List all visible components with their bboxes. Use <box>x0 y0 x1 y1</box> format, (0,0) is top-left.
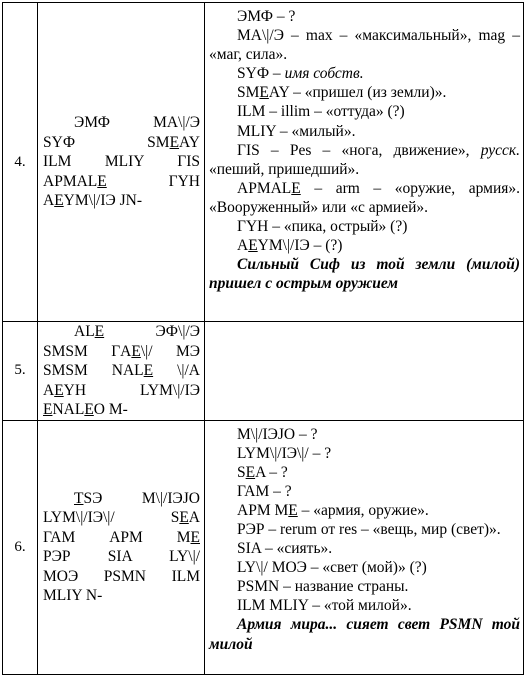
inscription-line: ENALEO M- <box>43 401 128 418</box>
row-number: 6. <box>3 420 38 674</box>
table-row <box>3 3 524 322</box>
commentary-entry: ГАМ – ? <box>237 482 292 500</box>
commentary-entry: SYФ – имя собств. <box>237 65 364 83</box>
inscription-line: TSЭ M\|/IЭJO <box>74 489 200 507</box>
inscription-line: AEYH LYM\|/IЭ <box>43 381 200 399</box>
commentary-entry: ЭМФ – ? <box>237 8 296 25</box>
commentary-entry: SIA – «сиять». <box>237 540 333 558</box>
commentary-entry: SMEAY – «пришел (из земли)». <box>237 84 447 102</box>
inscription-line: SYФ SMEAY <box>43 133 200 151</box>
inscription-line: ЭМФ МА\|/Э <box>74 114 200 132</box>
commentary-entry: ГIS – Pes – «нога, движение», русск. «пеший, пришедший». <box>209 141 520 178</box>
commentary-entry: ГYH – «пика, острый» (?) <box>237 218 408 236</box>
commentary-entry: SEA – ? <box>237 463 288 481</box>
inscription-line: ГАМ АРМ МЕ <box>43 528 200 546</box>
row-number: 5. <box>3 322 38 421</box>
commentary-cell <box>205 3 524 322</box>
inscription-table <box>2 2 524 675</box>
commentary-entry: МА\|/Э – max – «максимальный», mag – «маг, сила». <box>209 27 520 64</box>
commentary-entry: АРМ МЕ – «армия, оружие». <box>237 501 429 519</box>
row-number: 4. <box>3 3 38 322</box>
commentary-entry: LYM\|/IЭ\|/ – ? <box>237 444 332 462</box>
inscription-line: ILM MLIY ГIS <box>43 153 200 171</box>
commentary-entry: LY\|/ MOЭ – «свет (мой)» (?) <box>237 559 427 577</box>
inscription-line: MOЭ PSMN ILM <box>43 567 200 585</box>
translation-conclusion: Сильный Сиф из той земли (милой) пришел с острым оружием <box>209 256 520 293</box>
commentary-cell <box>205 420 524 674</box>
inscription-line: РЭР SIA LY\|/ <box>43 548 200 565</box>
inscription-cell <box>38 3 205 322</box>
commentary-entry: РЭР – rerum от res – «вещь, мир (свет)». <box>237 520 501 538</box>
inscription-line: APMALE ГYH <box>43 172 200 190</box>
table-body <box>3 3 524 675</box>
table-row <box>3 322 524 421</box>
commentary-entry: APMALE – arm – «оружие, армия». «Вооруженный» или «с армией». <box>209 179 520 216</box>
translation-conclusion: Армия мира... сияет свет PSMN той милой <box>209 616 520 653</box>
inscription-line: ALE ЭФ\|/Э <box>74 323 200 340</box>
commentary-entry: ILM MLIY – «той милой». <box>237 597 412 615</box>
inscription-line: SMSM NALE \|/A <box>43 362 200 379</box>
inscription-line: SMSM ГAE\|/ MЭ <box>43 342 200 360</box>
commentary-entry: MLIY – «милый». <box>237 122 356 140</box>
commentary-entry: AEYM\|/IЭ – (?) <box>237 237 343 255</box>
commentary-entry: PSMN – название страны. <box>237 578 409 596</box>
inscription-cell <box>38 420 205 674</box>
inscription-cell <box>38 322 205 421</box>
commentary-cell <box>205 322 524 421</box>
inscription-line: AEYM\|/IЭ JN- <box>43 192 143 210</box>
commentary-entry: ILM – illim – «оттуда» (?) <box>237 103 405 121</box>
commentary-entry: M\|/IЭJO – ? <box>237 425 318 443</box>
table-row <box>3 420 524 674</box>
inscription-line: MLIY N- <box>43 587 103 604</box>
inscription-line: LYM\|/IЭ\|/ SEA <box>43 509 200 526</box>
